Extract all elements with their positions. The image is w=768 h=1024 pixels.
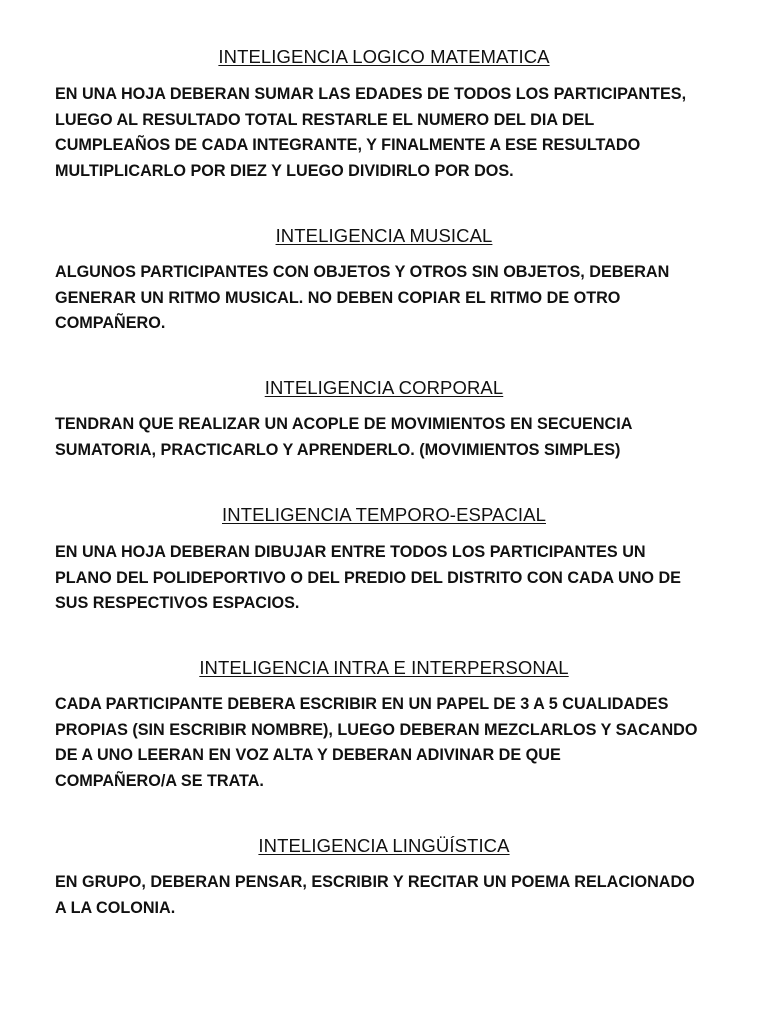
body-line: EN GRUPO, DEBERAN PENSAR, ESCRIBIR Y RECITAR UN POEMA RELACIONADO <box>55 873 695 891</box>
section-body-temporo-espacial <box>55 540 745 617</box>
body-line: SUMATORIA, PRACTICARLO Y APRENDERLO. (MOVIMIENTOS SIMPLES) <box>55 440 621 459</box>
body-line: SUS RESPECTIVOS ESPACIOS. <box>55 594 300 612</box>
section-body-corporal <box>55 412 745 463</box>
body-line: COMPAÑERO/A SE TRATA. <box>55 771 264 790</box>
body-line: ALGUNOS PARTICIPANTES CON OBJETOS Y OTROS SIN OBJETOS, DEBERAN <box>55 263 670 281</box>
body-line: EN UNA HOJA DEBERAN DIBUJAR ENTRE TODOS LOS PARTICIPANTES UN <box>55 543 646 561</box>
section-heading-corporal: INTELIGENCIA CORPORAL <box>264 377 504 398</box>
body-line: COMPAÑERO. <box>55 314 166 332</box>
section-heading-intra-interpersonal: INTELIGENCIA INTRA E INTERPERSONAL <box>199 657 569 678</box>
body-line: PLANO DEL POLIDEPORTIVO O DEL PREDIO DEL DISTRITO CON CADA UNO DE <box>55 568 681 587</box>
body-line: CUMPLEAÑOS DE CADA INTEGRANTE, Y FINALMENTE A ESE RESULTADO <box>55 136 641 154</box>
section-heading-musical: INTELIGENCIA MUSICAL <box>275 225 493 246</box>
body-line: TENDRAN QUE REALIZAR UN ACOPLE DE MOVIMIENTOS EN SECUENCIA <box>55 415 633 433</box>
body-line: DE A UNO LEERAN EN VOZ ALTA Y DEBERAN ADIVINAR DE QUE <box>55 746 561 764</box>
body-line: A LA COLONIA. <box>55 898 176 917</box>
section-body-linguistica <box>55 870 745 921</box>
section-heading-linguistica: INTELIGENCIA LINGÜÍSTICA <box>258 835 510 856</box>
section-heading-logico-matematica: INTELIGENCIA LOGICO MATEMATICA <box>218 46 550 67</box>
body-line: EN UNA HOJA DEBERAN SUMAR LAS EDADES DE TODOS LOS PARTICIPANTES, <box>55 85 687 103</box>
body-line: CADA PARTICIPANTE DEBERA ESCRIBIR EN UN PAPEL DE 3 A 5 CUALIDADES <box>55 695 669 713</box>
body-line: LUEGO AL RESULTADO TOTAL RESTARLE EL NUMERO DEL DIA DEL <box>55 110 595 129</box>
body-line: PROPIAS (SIN ESCRIBIR NOMBRE), LUEGO DEBERAN MEZCLARLOS Y SACANDO <box>55 720 698 739</box>
section-heading-temporo-espacial: INTELIGENCIA TEMPORO-ESPACIAL <box>222 504 546 525</box>
section-body-logico-matematica <box>55 82 745 184</box>
section-body-musical <box>55 260 745 337</box>
body-line: MULTIPLICARLO POR DIEZ Y LUEGO DIVIDIRLO POR DOS. <box>55 161 514 180</box>
body-line: GENERAR UN RITMO MUSICAL. NO DEBEN COPIAR EL RITMO DE OTRO <box>55 288 621 307</box>
section-body-intra-interpersonal <box>55 692 745 794</box>
